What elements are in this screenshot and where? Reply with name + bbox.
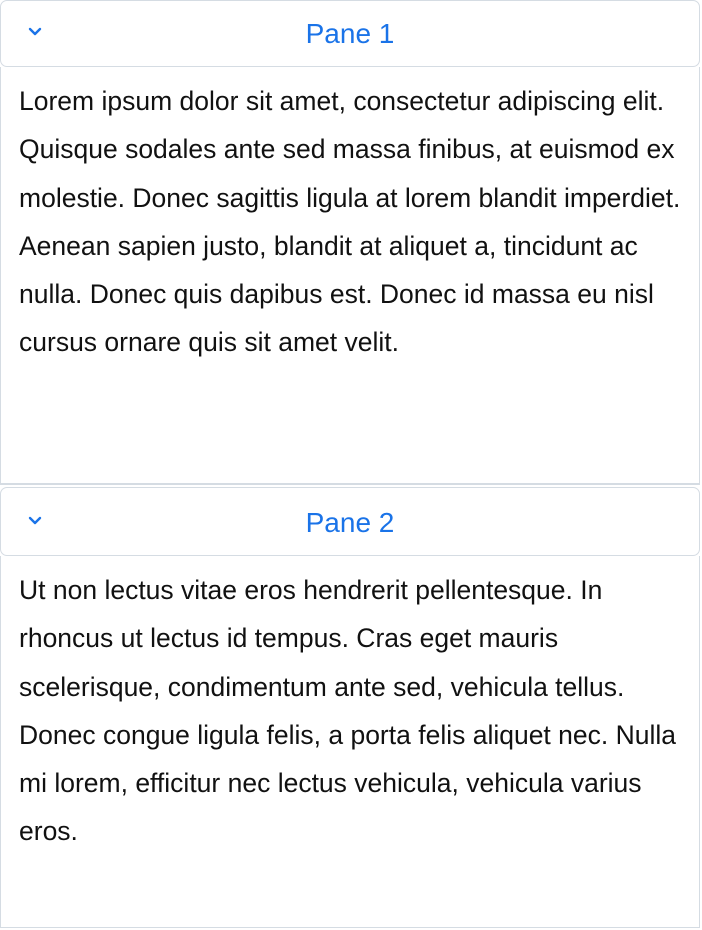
- pane-1-header[interactable]: [0, 0, 700, 67]
- pane-2-title[interactable]: Pane 2: [305, 507, 395, 538]
- pane-2-header[interactable]: [0, 487, 700, 556]
- pane-1-title[interactable]: Pane 1: [305, 18, 395, 49]
- accordion-pane-2: [0, 487, 700, 928]
- pane-1-content: Lorem ipsum dolor sit amet, consectetur adipiscing elit. Quisque sodales ante sed massa finibus, at euismod ex molestie. Donec sagittis ligula at lorem blandit imperdiet. Aenean sapien justo, blandit at aliquet a, tincidunt ac nulla. Donec quis dapibus est. Donec id massa eu nisl cursus ornare quis sit amet velit.: [0, 67, 700, 485]
- pane-2-content: Ut non lectus vitae eros hendrerit pellentesque. In rhoncus ut lectus id tempus. Cras eget mauris scelerisque, condimentum ante sed, vehicula tellus. Donec congue ligula felis, a porta felis aliquet nec. Nulla mi lorem, efficitur nec lectus vehicula, vehicula varius eros.: [0, 556, 700, 928]
